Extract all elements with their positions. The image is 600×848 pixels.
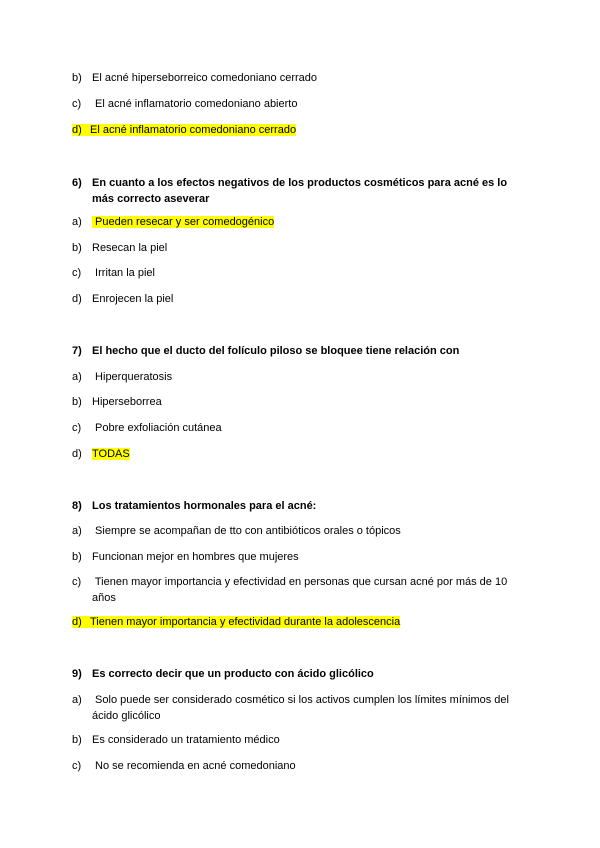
option-label: a) <box>72 525 82 537</box>
q5-option-c <box>72 97 297 112</box>
q8-option-c <box>72 575 532 606</box>
q6-option-c <box>72 266 155 281</box>
q9-option-b <box>72 733 280 748</box>
option-text: Solo puede ser considerado cosmético si los activos cumplen los límites mínimos del <box>92 694 509 706</box>
q7-option-c <box>72 421 222 436</box>
option-text: Pueden resecar y ser comedogénico <box>92 216 275 228</box>
question-text-line1: En cuanto a los efectos negativos de los productos cosméticos para acné es lo <box>92 177 508 189</box>
option-label: a) <box>72 371 82 383</box>
option-text: Enrojecen la piel <box>92 293 174 305</box>
q5-option-d-answer <box>72 123 296 138</box>
option-label: b) <box>72 551 82 563</box>
option-text: Resecan la piel <box>92 242 168 254</box>
option-text: Funcionan mejor en hombres que mujeres <box>92 551 299 563</box>
q8-option-d-answer <box>72 615 400 630</box>
q5-option-b <box>72 71 317 86</box>
option-text: Hiperqueratosis <box>92 371 173 383</box>
question-text-line2: más correcto aseverar <box>92 192 210 205</box>
q8-question <box>72 499 316 514</box>
option-label: b) <box>72 242 82 254</box>
q6-option-d <box>72 292 173 307</box>
question-number: 6) <box>72 177 82 189</box>
option-text: El acné hiperseborreico comedoniano cerrado <box>92 72 318 84</box>
option-label: c) <box>72 760 82 772</box>
option-text: Es considerado un tratamiento médico <box>92 734 280 746</box>
q9-question <box>72 667 374 682</box>
option-label: c) <box>72 422 82 434</box>
question-text: Es correcto decir que un producto con ácido glicólico <box>92 668 374 680</box>
question-number: 7) <box>72 345 82 357</box>
question-number: 8) <box>72 500 82 512</box>
option-label: b) <box>72 734 82 746</box>
option-text-cont: ácido glicólico <box>92 709 161 722</box>
q7-question <box>72 344 459 359</box>
q9-option-c <box>72 759 296 774</box>
q7-option-a <box>72 370 172 385</box>
q6-option-b <box>72 241 167 256</box>
option-text: El acné inflamatorio comedoniano cerrado <box>90 124 297 136</box>
option-text: Siempre se acompañan de tto con antibióticos orales o tópicos <box>92 525 401 537</box>
option-text: No se recomienda en acné comedoniano <box>92 760 296 772</box>
option-text: TODAS <box>92 448 130 460</box>
option-label: d) <box>72 616 82 628</box>
option-label: a) <box>72 216 82 228</box>
option-text: El acné inflamatorio comedoniano abierto <box>92 98 298 110</box>
option-text: Tienen mayor importancia y efectividad en personas que cursan acné por más de 10 <box>92 576 508 588</box>
q9-option-a <box>72 693 532 724</box>
option-text: Pobre exfoliación cutánea <box>92 422 222 434</box>
option-text: Tienen mayor importancia y efectividad durante la adolescencia <box>90 616 401 628</box>
q7-option-b <box>72 395 162 410</box>
option-label: b) <box>72 72 82 84</box>
option-label: d) <box>72 124 82 136</box>
option-label: a) <box>72 694 82 706</box>
option-label: c) <box>72 576 82 588</box>
option-text: Irritan la piel <box>92 267 155 279</box>
q6-question <box>72 176 532 207</box>
q6-option-a-answer <box>72 215 274 230</box>
option-label: d) <box>72 293 82 305</box>
question-text: El hecho que el ducto del folículo piloso se bloquee tiene relación con <box>92 345 460 357</box>
option-text-cont: años <box>92 591 116 604</box>
option-label: c) <box>72 267 82 279</box>
q7-option-d-answer <box>72 447 130 462</box>
option-label: c) <box>72 98 82 110</box>
question-number: 9) <box>72 668 82 680</box>
option-label: d) <box>72 448 82 460</box>
option-label: b) <box>72 396 82 408</box>
q8-option-a <box>72 524 401 539</box>
question-text: Los tratamientos hormonales para el acné: <box>92 500 317 512</box>
q8-option-b <box>72 550 299 565</box>
option-text: Hiperseborrea <box>92 396 162 408</box>
